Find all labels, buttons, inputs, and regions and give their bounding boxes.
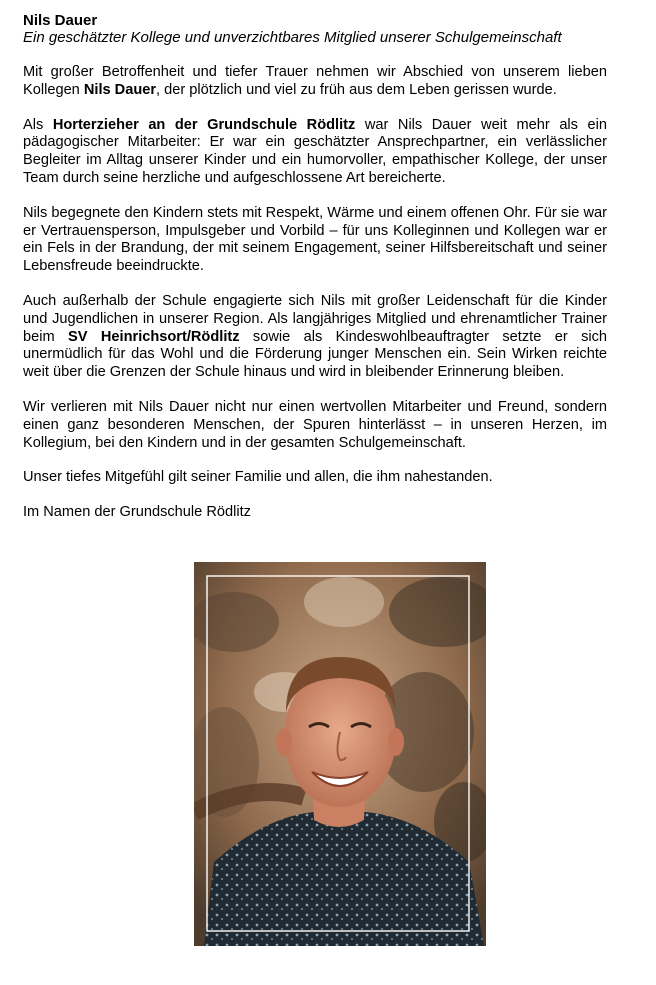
document-subtitle: Ein geschätzter Kollege und unverzichtbares Mitglied unserer Schulgemeinschaft	[23, 29, 562, 46]
paragraph-role-text-c: war Nils Dauer weit mehr als ein pädagogischer Mitarbeiter: Er war ein geschätzter Ansprechpartner, ein verlässlicher Begleiter im Alltag unserer Kinder und ein humorvoller, empathischer Kollege, der unser Team durch seine herzliche und aufgeschlossene Art bereicherte.	[23, 116, 607, 186]
paragraph-children: Nils begegnete den Kindern stets mit Respekt, Wärme und einem offenen Ohr. Für sie war er Vertrauensperson, Impulsgeber und Vorbild – für uns Kolleginnen und Kollegen war er ein Fels in der Brandung, der mit seinem Engagement, seiner Hilfsbereitschaft und seiner Lebensfreude beeindruckte.	[23, 204, 607, 275]
portrait-photo	[194, 562, 486, 946]
paragraph-engagement	[23, 293, 607, 382]
paragraph-condolence: Unser tiefes Mitgefühl gilt seiner Familie und allen, die ihm nahestanden.	[23, 469, 493, 486]
document-title: Nils Dauer	[23, 12, 98, 29]
paragraph-role	[23, 117, 607, 188]
paragraph-loss: Wir verlieren mit Nils Dauer nicht nur einen wertvollen Mitarbeiter und Freund, sondern einen ganz besonderen Menschen, der Spuren hinterlässt – in unseren Herzen, im Kollegium, bei den Kindern und in der gesamten Schulgemeinschaft.	[23, 398, 607, 451]
role-highlight: Horterzieher an der Grundschule Rödlitz	[52, 116, 356, 133]
obituary-document	[23, 12, 607, 522]
paragraph-role-text-a: Als	[23, 116, 53, 133]
paragraph-intro-text-c: , der plötzlich und viel zu früh aus dem Leben gerissen wurde.	[156, 81, 557, 98]
paragraph-intro	[23, 64, 607, 100]
paragraph-engagement-text-c: sowie als Kindeswohlbeauftragter setzte er sich unermüdlich für das Wohl und die Förderung junger Menschen ein. Sein Wirken reichte weit über die Grenzen der Schule hinaus und wird in bleibender Erinnerung bleiben.	[23, 328, 608, 381]
paragraph-intro-text-a: Mit großer Betroffenheit und tiefer Trauer nehmen wir Abschied von unserem lieben Kollegen	[23, 64, 607, 98]
paragraph-engagement-text-a: Auch außerhalb der Schule engagierte sich Nils mit großer Leidenschaft für die Kinder und Jugendlichen in unserer Region. Als langjähriges Mitglied und ehrenamtlicher Trainer beim	[23, 292, 607, 345]
club-highlight: SV Heinrichsort/Rödlitz	[68, 328, 240, 345]
name-highlight: Nils Dauer	[83, 81, 157, 98]
paragraph-signature: Im Namen der Grundschule Rödlitz	[23, 504, 251, 521]
